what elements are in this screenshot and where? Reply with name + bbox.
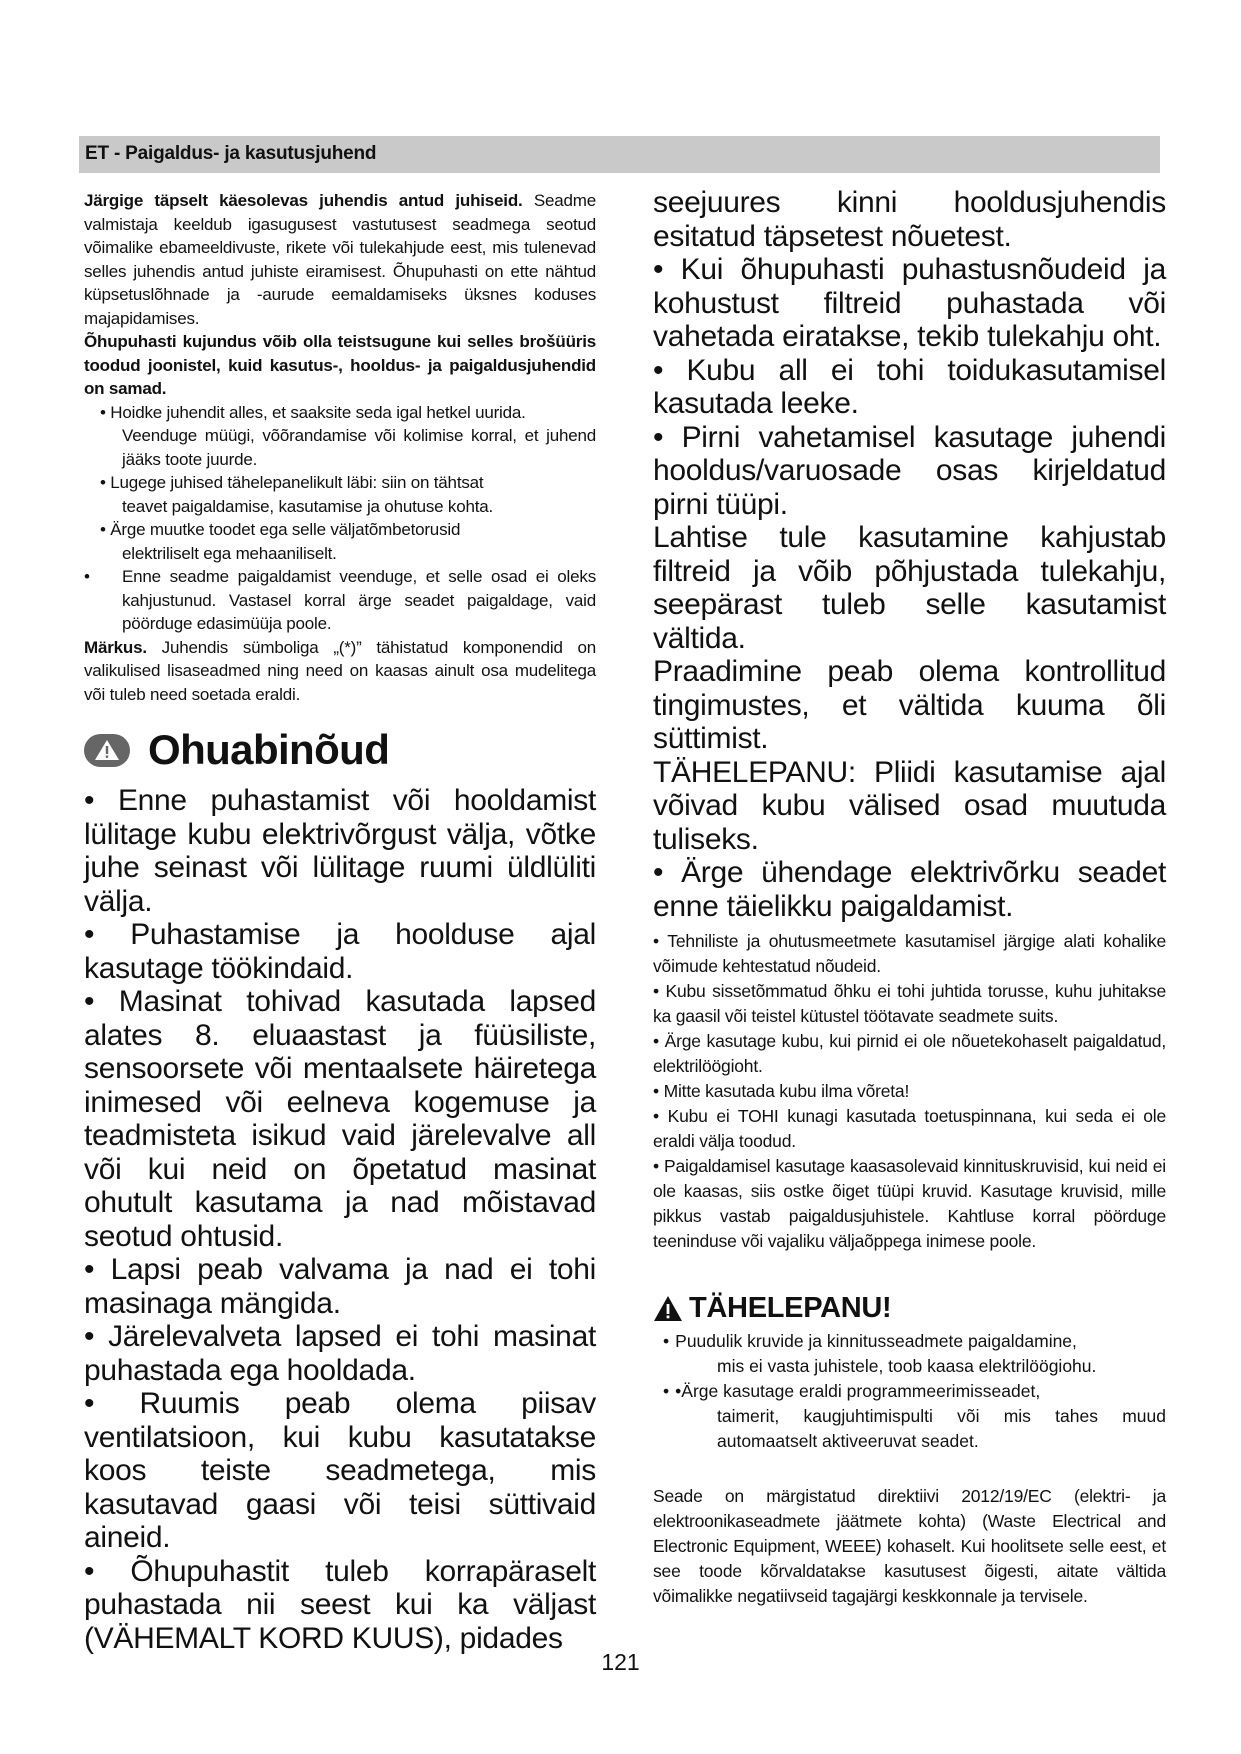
left-column [84, 189, 596, 1655]
intro-block [84, 189, 596, 706]
document-title: ET - Paigaldus- ja kasutusjuhend [85, 143, 377, 164]
warning-notice-list [653, 1329, 1166, 1454]
note-paragraph [84, 636, 596, 707]
small-bullet [84, 401, 596, 472]
bullet-marker: • [663, 1381, 670, 1401]
bullet-marker: • [663, 1331, 670, 1351]
intro-bold-paragraph: Õhupuhasti kujundus võib olla teistsugune kui selles brošüüris toodud joonistel, kuid kasutus-, hooldus- ja paigaldusjuhendid on samad. [84, 332, 596, 398]
warning-item [653, 1379, 1166, 1454]
bullet-marker: • [100, 520, 106, 539]
warning-header [653, 1292, 1166, 1325]
safety-item: • Tehniliste ja ohutusmeetmete kasutamisel järgige alati kohalike võimude kehtestatud nõudeid. [653, 931, 1166, 976]
warning-item-first-line: •Ärge kasutage eraldi programmeerimisseadet, [675, 1381, 1041, 1401]
note-label: Märkus. [84, 637, 147, 657]
precaution-item: • Puhastamise ja hoolduse ajal kasutage töökindaid. [84, 918, 596, 985]
warning-triangle-icon [94, 739, 120, 761]
precaution-item: • Õhupuhastit tuleb korrapäraselt puhastada nii seest kui ka väljast (VÄHEMALT KORD KUUS), pidades [84, 1554, 596, 1655]
warning-item-first-line: Puudulik kruvide ja kinnitusseadmete paigaldamine, [675, 1331, 1077, 1351]
warning-item-rest: mis ei vasta juhistele, toob kaasa elektrilöögiohu. [717, 1356, 1097, 1376]
bullet-rest: Enne seadme paigaldamist veenduge, et selle osad ei oleks kahjustunud. Vastasel korral ärge seadet paigaldage, vaid pöörduge edasimüüja poole. [122, 567, 596, 633]
safety-item: • Mitte kasutada kubu ilma võreta! [653, 1081, 910, 1101]
precaution-item: • Kubu all ei tohi toidukasutamisel kasutada leeke. [653, 353, 1166, 420]
precaution-item: • Kui õhupuhasti puhastusnõudeid ja kohustust filtreid puhastada või vahetada eiratakse, tekib tulekahju oht. [653, 253, 1166, 353]
precaution-item: • Pirni vahetamisel kasutage juhendi hooldus/varuosade osas kirjeldatud pirni tüüpi. [653, 420, 1166, 521]
warning-item [653, 1329, 1166, 1379]
bullet-first-line: Ärge muutke toodet ega selle väljatõmbetorusid [110, 520, 461, 539]
page-number: 121 [601, 1649, 640, 1675]
warning-triangle-icon [653, 1295, 683, 1322]
right-column [653, 186, 1166, 1627]
precaution-item: • Masinat tohivad kasutada lapsed alates 8. eluaastast ja füüsiliste, sensoorsete või mentaalsete häiretega inimesed või eelneva kogemuse ja teadmisteta isikud vaid järelevalve all või kui neid on õpetatud masinat ohutult kasutama ja nad mõistavad seotud ohtusid. [84, 985, 596, 1253]
intro-text: Seadme valmistaja keeldub igasugusest vastutusest seadmega seotud võimalike ebameeldivuste, rikete või tulekahjude eest, mis tulenevad selles juhendis antud juhiste eiramisest. Õhupuhasti on ette nähtud küpsetuslõhnade ja -aurude eemaldamiseks üksnes koduses majapidamises. [84, 191, 596, 328]
precaution-item: seejuures kinni hooldusjuhendis esitatud täpsetest nõuetest. [653, 186, 1166, 253]
weee-paragraph: Seade on märgistatud direktiivi 2012/19/EC (elektri- ja elektroonikaseadmete jäätmete kohta) (Waste Electrical and Electronic Equipment, WEEE) kohaselt. Kui hoolitsete selle eest, et see toode kõrvaldatakse kasutusest õigesti, aitate vältida võimalikke negatiivseid tagajärgi keskkonnale ja tervisele. [653, 1486, 1166, 1606]
bullet-marker: • [84, 567, 90, 586]
warning-circle-icon [84, 734, 130, 767]
bullet-marker: • [100, 473, 106, 492]
small-bullet [84, 565, 596, 636]
precautions-list-continued [653, 186, 1166, 923]
bullet-rest: elektriliselt ega mehaaniliselt. [122, 543, 337, 563]
precaution-item: Praadimine peab olema kontrollitud tingimustes, et vältida kuuma õli süttimist. [653, 655, 1166, 755]
small-bullet [84, 518, 596, 565]
warning-item-rest: taimerit, kaugjuhtimispulti või mis tahes muud automaatselt aktiveeruvat seadet. [717, 1406, 1166, 1451]
precaution-item: TÄHELEPANU: Pliidi kasutamise ajal võivad kubu välised osad muutuda tuliseks. [653, 755, 1166, 856]
safety-item: • Ärge kasutage kubu, kui pirnid ei ole nõuetekohaselt paigaldatud, elektrilöögioht. [653, 1031, 1166, 1076]
bullet-rest: Veenduge müügi, võõrandamise või kolimise korral, et juhend jääks toote juurde. [122, 426, 596, 469]
note-text: Juhendis sümboliga „(*)” tähistatud komponendid on valikulised lisaseadmed ning need on kaasas ainult osa mudelitega või tuleb need soetada eraldi. [84, 637, 596, 704]
header-bar [79, 136, 1160, 173]
bullet-marker: • [100, 402, 106, 422]
section-title: Ohuabinõud [148, 726, 390, 773]
precaution-item: • Ärge ühendage elektrivõrku seadet enne täielikku paigaldamist. [653, 856, 1166, 923]
bullet-first-line: Lugege juhised tähelepanelikult läbi: siin on tähtsat [110, 473, 484, 492]
precaution-item: • Järelevalveta lapsed ei tohi masinat puhastada ega hooldada. [84, 1320, 596, 1387]
precaution-item: • Ruumis peab olema piisav ventilatsioon, kui kubu kasutatakse koos teiste seadmetega, mis kasutavad gaasi või teisi süttivaid aineid. [84, 1387, 596, 1554]
section-header [84, 726, 596, 774]
safety-item: • Kubu ei TOHI kunagi kasutada toetuspinnana, kui seda ei ole eraldi välja toodud. [653, 1106, 1166, 1151]
safety-item: • Paigaldamisel kasutage kaasasolevaid kinnituskruvisid, kui neid ei ole kaasas, siis ostke õiget tüüpi kruvid. Kasutage kruvisid, mille pikkus vastab paigaldusjuhistele. Kahtluse korral pöörduge teeninduse või vajaliku väljaõppega inimese poole. [653, 1156, 1166, 1251]
bullet-first-line: Hoidke juhendit alles, et saaksite seda igal hetkel uurida. [110, 402, 526, 422]
safety-item: • Kubu sissetõmmatud õhku ei tohi juhtida torusse, kuhu juhitakse ka gaasil või teistel kütustel töötavate seadmete suits. [653, 981, 1166, 1026]
safety-list [653, 929, 1166, 1254]
precaution-item: • Lapsi peab valvama ja nad ei tohi masinaga mängida. [84, 1253, 596, 1320]
precautions-list [84, 784, 596, 1655]
bullet-rest: teavet paigaldamise, kasutamise ja ohutuse kohta. [122, 496, 494, 516]
intro-bold-text: Järgige täpselt käesolevas juhendis antud juhiseid. [84, 191, 523, 210]
precaution-item: Lahtise tule kasutamine kahjustab filtreid ja võib põhjustada tulekahju, seepärast tuleb selle kasutamist vältida. [653, 521, 1166, 655]
warning-title: TÄHELEPANU! [689, 1292, 892, 1324]
precaution-item: • Enne puhastamist või hooldamist lülitage kubu elektrivõrgust välja, võtke juhe seinast või lülitage ruumi üldlüliti välja. [84, 784, 596, 918]
small-bullet [84, 471, 596, 518]
